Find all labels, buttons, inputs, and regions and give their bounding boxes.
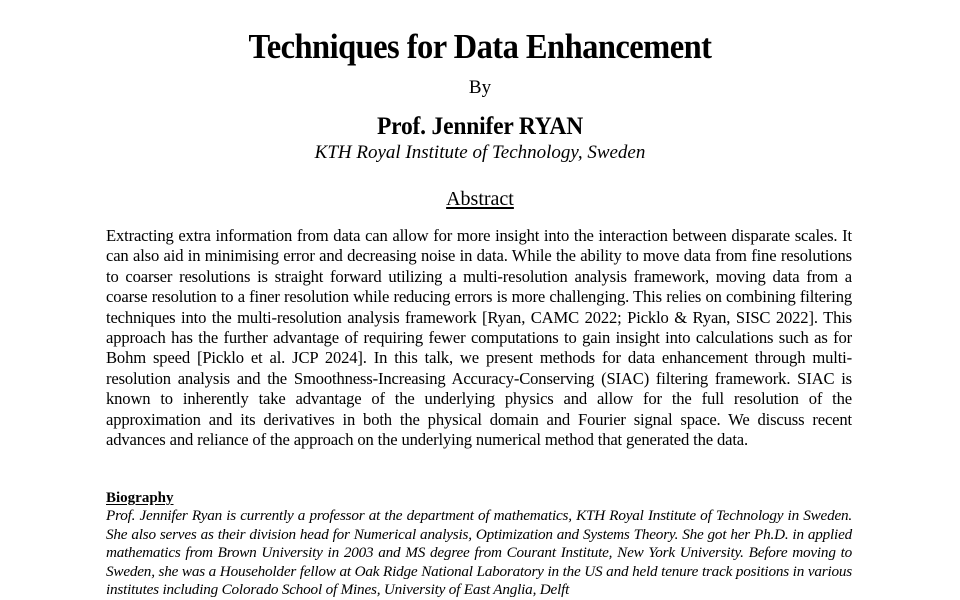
document-title: Techniques for Data Enhancement xyxy=(248,27,712,66)
by-label: By xyxy=(468,77,492,98)
biography-heading: Biography xyxy=(106,490,174,506)
author-name: Prof. Jennifer RYAN xyxy=(376,113,584,140)
abstract-heading-text: Abstract xyxy=(446,188,514,210)
abstract-text: Extracting extra information from data can allow for more insight into the interaction between disparate scales. It can also aid in minimising error and decreasing noise in data. While the ability to move data from fine resolutions to coarser resolutions is straight forward utilizing a multi-resolution analysis framework, moving data from a coarse resolution to a finer resolution while reducing errors is more challenging. This relies on combining filtering techniques into the multi-resolution analysis framework [Ryan, CAMC 2022; Picklo & Ryan, SISC 2022]. This approach has the further advantage of requiring fewer computations to gain insight into calculations such as for Bohm speed [Picklo et al. JCP 2024]. In this talk, we present methods for data enhancement through multi-resolution analysis and the Smoothness-Increasing Accuracy-Conserving (SIAC) filtering framework. SIAC is known to inherently take advantage of the underlying physics and allow for the full resolution of the approximation and its derivatives in both the physical domain and Fourier signal space. We discuss recent advances and reliance of the approach on the underlying numerical method that generated the data. xyxy=(106,226,852,450)
abstract-heading xyxy=(0,187,960,211)
biography-text: Prof. Jennifer Ryan is currently a professor at the department of mathematics, KTH Royal Institute of Technology in Sweden. She also serves as their division head for Numerical analysis, Optimization and Systems Theory. She got her Ph.D. in applied mathematics from Brown University in 2003 and MS degree from Courant Institute, New York University. Before moving to Sweden, she was a Householder fellow at Oak Ridge National Laboratory in the US and held tenure track positions in various institutes including Colorado School of Mines, University of East Anglia, Delft xyxy=(106,507,852,599)
author-affiliation: KTH Royal Institute of Technology, Sweden xyxy=(314,142,646,163)
